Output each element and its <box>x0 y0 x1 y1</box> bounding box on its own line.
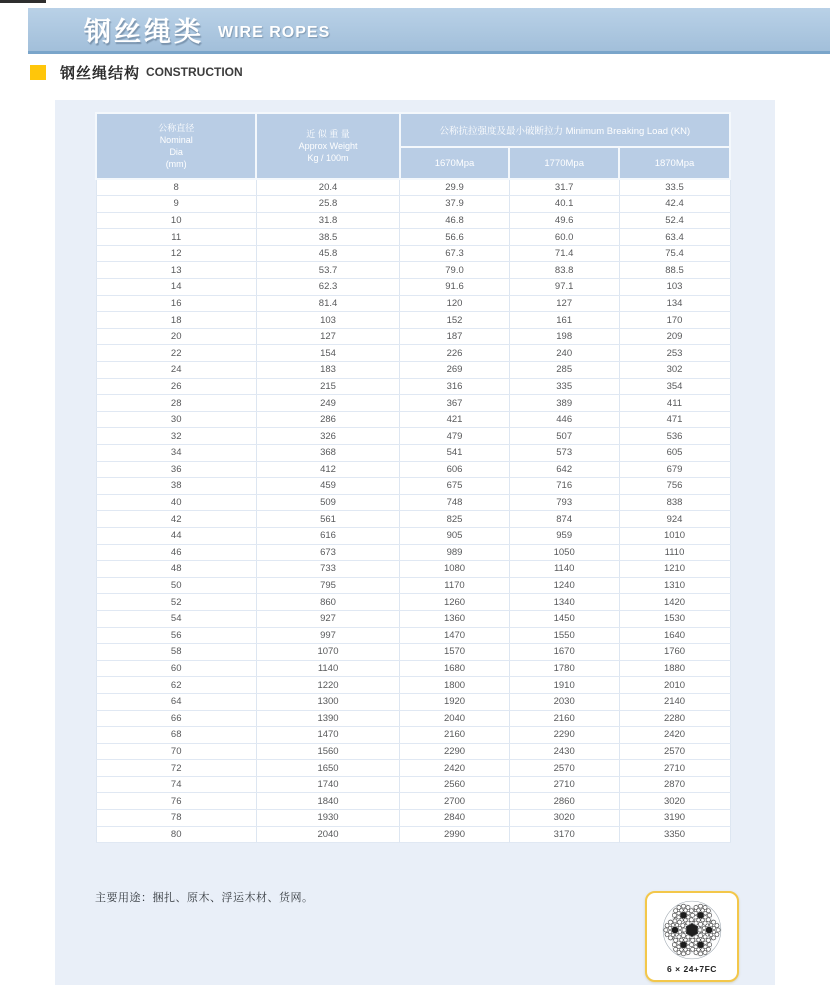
header-breaking-load: 公称抗拉强度及最小破断拉力 Minimum Breaking Load (KN) <box>400 113 730 147</box>
table-cell: 83.8 <box>509 262 619 279</box>
table-cell: 793 <box>509 494 619 511</box>
table-cell: 2040 <box>256 826 399 843</box>
table-row <box>96 179 730 196</box>
table-cell: 66 <box>96 710 256 727</box>
table-cell: 2290 <box>509 727 619 744</box>
table-row <box>96 279 730 296</box>
section-header <box>30 62 243 82</box>
table-cell: 389 <box>509 395 619 412</box>
table-cell: 838 <box>619 494 730 511</box>
table-row <box>96 511 730 528</box>
table-cell: 860 <box>256 594 399 611</box>
table-cell: 997 <box>256 627 399 644</box>
table-cell: 269 <box>400 362 510 379</box>
table-cell: 2700 <box>400 793 510 810</box>
table-cell: 40.1 <box>509 196 619 213</box>
table-cell: 52.4 <box>619 212 730 229</box>
table-cell: 170 <box>619 312 730 329</box>
table-cell: 354 <box>619 378 730 395</box>
table-cell: 28 <box>96 395 256 412</box>
table-cell: 2870 <box>619 776 730 793</box>
header-line: 公称直径 <box>158 123 195 133</box>
table-cell: 2040 <box>400 710 510 727</box>
table-cell: 795 <box>256 577 399 594</box>
table-cell: 68 <box>96 727 256 744</box>
usage-note: 主要用途：捆扎、原木、浮运木材、货网。 <box>95 892 314 904</box>
table-row <box>96 428 730 445</box>
table-cell: 12 <box>96 245 256 262</box>
table-cell: 286 <box>256 411 399 428</box>
table-cell: 249 <box>256 395 399 412</box>
table-row <box>96 378 730 395</box>
table-cell: 152 <box>400 312 510 329</box>
table-cell: 183 <box>256 362 399 379</box>
table-row <box>96 743 730 760</box>
table-cell: 285 <box>509 362 619 379</box>
table-cell: 335 <box>509 378 619 395</box>
table-cell: 9 <box>96 196 256 213</box>
table-cell: 209 <box>619 328 730 345</box>
header-line: (mm) <box>165 159 187 169</box>
table-cell: 2710 <box>509 776 619 793</box>
header-nominal-dia <box>96 113 256 179</box>
table-cell: 2840 <box>400 810 510 827</box>
table-cell: 2140 <box>619 693 730 710</box>
table-row <box>96 527 730 544</box>
table-cell: 459 <box>256 478 399 495</box>
table-cell: 34 <box>96 445 256 462</box>
table-cell: 1640 <box>619 627 730 644</box>
table-cell: 1070 <box>256 644 399 661</box>
table-cell: 72 <box>96 760 256 777</box>
table-cell: 874 <box>509 511 619 528</box>
section-title-en: CONSTRUCTION <box>146 65 243 79</box>
table-row <box>96 196 730 213</box>
table-cell: 536 <box>619 428 730 445</box>
table-cell: 187 <box>400 328 510 345</box>
table-cell: 53.7 <box>256 262 399 279</box>
table-cell: 63.4 <box>619 229 730 246</box>
table-row <box>96 395 730 412</box>
table-cell: 240 <box>509 345 619 362</box>
table-cell: 3020 <box>509 810 619 827</box>
table-cell: 1920 <box>400 693 510 710</box>
table-cell: 2990 <box>400 826 510 843</box>
banner-title-zh: 钢丝绳类 <box>84 17 204 47</box>
table-cell: 675 <box>400 478 510 495</box>
table-cell: 75.4 <box>619 245 730 262</box>
table-cell: 2710 <box>619 760 730 777</box>
header-grade-1670: 1670Mpa <box>400 147 510 179</box>
table-cell: 1310 <box>619 577 730 594</box>
table-cell: 16 <box>96 295 256 312</box>
table-cell: 31.7 <box>509 179 619 196</box>
table-cell: 1080 <box>400 561 510 578</box>
table-row <box>96 445 730 462</box>
table-cell: 56.6 <box>400 229 510 246</box>
table-cell: 44 <box>96 527 256 544</box>
table-cell: 642 <box>509 461 619 478</box>
table-cell: 103 <box>619 279 730 296</box>
table-cell: 62.3 <box>256 279 399 296</box>
table-cell: 33.5 <box>619 179 730 196</box>
table-cell: 2160 <box>400 727 510 744</box>
table-cell: 103 <box>256 312 399 329</box>
rope-construction-label: 6 × 24+7FC <box>667 964 717 974</box>
table-cell: 1470 <box>400 627 510 644</box>
table-cell: 37.9 <box>400 196 510 213</box>
table-cell: 74 <box>96 776 256 793</box>
table-cell: 70 <box>96 743 256 760</box>
table-cell: 316 <box>400 378 510 395</box>
table-cell: 1680 <box>400 660 510 677</box>
header-line: Approx Weight <box>298 141 358 151</box>
table-cell: 605 <box>619 445 730 462</box>
table-cell: 26 <box>96 378 256 395</box>
table-cell: 2030 <box>509 693 619 710</box>
table-cell: 507 <box>509 428 619 445</box>
table-cell: 58 <box>96 644 256 661</box>
rope-cross-section-box <box>645 891 739 982</box>
table-cell: 30 <box>96 411 256 428</box>
header-grade-1770: 1770Mpa <box>509 147 619 179</box>
spec-table-header <box>96 113 730 179</box>
table-cell: 2420 <box>400 760 510 777</box>
table-cell: 20 <box>96 328 256 345</box>
table-cell: 2860 <box>509 793 619 810</box>
table-cell: 79.0 <box>400 262 510 279</box>
table-cell: 20.4 <box>256 179 399 196</box>
header-line: Nominal <box>159 135 193 145</box>
table-row <box>96 229 730 246</box>
table-cell: 927 <box>256 610 399 627</box>
table-cell: 1840 <box>256 793 399 810</box>
table-row <box>96 262 730 279</box>
section-title-zh: 钢丝绳结构 <box>60 64 141 82</box>
table-cell: 479 <box>400 428 510 445</box>
table-cell: 80 <box>96 826 256 843</box>
table-cell: 1560 <box>256 743 399 760</box>
table-row <box>96 461 730 478</box>
table-cell: 905 <box>400 527 510 544</box>
table-cell: 76 <box>96 793 256 810</box>
table-cell: 22 <box>96 345 256 362</box>
table-cell: 616 <box>256 527 399 544</box>
table-cell: 1420 <box>619 594 730 611</box>
table-cell: 959 <box>509 527 619 544</box>
table-cell: 31.8 <box>256 212 399 229</box>
table-row <box>96 312 730 329</box>
table-cell: 2420 <box>619 727 730 744</box>
table-cell: 2290 <box>400 743 510 760</box>
table-cell: 8 <box>96 179 256 196</box>
table-cell: 825 <box>400 511 510 528</box>
table-cell: 606 <box>400 461 510 478</box>
table-cell: 989 <box>400 544 510 561</box>
table-cell: 81.4 <box>256 295 399 312</box>
table-row <box>96 776 730 793</box>
table-cell: 45.8 <box>256 245 399 262</box>
table-cell: 71.4 <box>509 245 619 262</box>
table-cell: 1170 <box>400 577 510 594</box>
table-row <box>96 727 730 744</box>
table-row <box>96 328 730 345</box>
table-cell: 62 <box>96 677 256 694</box>
table-cell: 368 <box>256 445 399 462</box>
table-cell: 13 <box>96 262 256 279</box>
header-grade-1870: 1870Mpa <box>619 147 730 179</box>
table-cell: 14 <box>96 279 256 296</box>
table-cell: 226 <box>400 345 510 362</box>
table-cell: 1880 <box>619 660 730 677</box>
table-cell: 1530 <box>619 610 730 627</box>
table-cell: 1470 <box>256 727 399 744</box>
table-cell: 38.5 <box>256 229 399 246</box>
table-cell: 25.8 <box>256 196 399 213</box>
table-cell: 367 <box>400 395 510 412</box>
table-cell: 40 <box>96 494 256 511</box>
table-cell: 924 <box>619 511 730 528</box>
table-cell: 1360 <box>400 610 510 627</box>
table-cell: 48 <box>96 561 256 578</box>
table-cell: 3190 <box>619 810 730 827</box>
table-cell: 2280 <box>619 710 730 727</box>
table-cell: 2570 <box>619 743 730 760</box>
table-row <box>96 345 730 362</box>
table-cell: 748 <box>400 494 510 511</box>
table-cell: 60 <box>96 660 256 677</box>
table-cell: 10 <box>96 212 256 229</box>
table-cell: 161 <box>509 312 619 329</box>
table-cell: 1800 <box>400 677 510 694</box>
content-panel <box>55 100 775 985</box>
table-cell: 56 <box>96 627 256 644</box>
table-row <box>96 610 730 627</box>
table-cell: 1670 <box>509 644 619 661</box>
table-cell: 2570 <box>509 760 619 777</box>
header-approx-weight <box>256 113 399 179</box>
table-row <box>96 760 730 777</box>
table-cell: 733 <box>256 561 399 578</box>
table-cell: 42.4 <box>619 196 730 213</box>
banner-title-en: WIRE ROPES <box>218 23 331 41</box>
table-cell: 97.1 <box>509 279 619 296</box>
table-cell: 50 <box>96 577 256 594</box>
table-cell: 154 <box>256 345 399 362</box>
spec-table-body <box>96 179 730 843</box>
table-row <box>96 494 730 511</box>
table-cell: 756 <box>619 478 730 495</box>
table-cell: 198 <box>509 328 619 345</box>
header-line: Kg / 100m <box>307 153 349 163</box>
table-row <box>96 660 730 677</box>
table-row <box>96 826 730 843</box>
table-cell: 1210 <box>619 561 730 578</box>
table-row <box>96 577 730 594</box>
table-cell: 302 <box>619 362 730 379</box>
table-cell: 412 <box>256 461 399 478</box>
table-cell: 1780 <box>509 660 619 677</box>
table-cell: 2430 <box>509 743 619 760</box>
table-cell: 38 <box>96 478 256 495</box>
table-row <box>96 561 730 578</box>
table-cell: 253 <box>619 345 730 362</box>
table-cell: 11 <box>96 229 256 246</box>
table-row <box>96 627 730 644</box>
table-cell: 88.5 <box>619 262 730 279</box>
table-cell: 326 <box>256 428 399 445</box>
table-cell: 134 <box>619 295 730 312</box>
header-line: 近 似 重 量 <box>306 129 350 139</box>
table-cell: 573 <box>509 445 619 462</box>
table-cell: 54 <box>96 610 256 627</box>
table-cell: 1550 <box>509 627 619 644</box>
table-cell: 46 <box>96 544 256 561</box>
table-cell: 1140 <box>509 561 619 578</box>
table-cell: 67.3 <box>400 245 510 262</box>
table-cell: 716 <box>509 478 619 495</box>
table-cell: 446 <box>509 411 619 428</box>
table-cell: 1450 <box>509 610 619 627</box>
table-cell: 127 <box>256 328 399 345</box>
table-cell: 1050 <box>509 544 619 561</box>
table-cell: 1930 <box>256 810 399 827</box>
table-cell: 78 <box>96 810 256 827</box>
table-row <box>96 478 730 495</box>
table-cell: 471 <box>619 411 730 428</box>
table-row <box>96 793 730 810</box>
table-row <box>96 677 730 694</box>
table-cell: 1340 <box>509 594 619 611</box>
table-cell: 411 <box>619 395 730 412</box>
table-row <box>96 644 730 661</box>
table-row <box>96 810 730 827</box>
table-cell: 127 <box>509 295 619 312</box>
spec-table <box>95 112 731 843</box>
table-cell: 541 <box>400 445 510 462</box>
table-row <box>96 245 730 262</box>
table-cell: 679 <box>619 461 730 478</box>
table-cell: 1260 <box>400 594 510 611</box>
table-row <box>96 212 730 229</box>
table-cell: 1010 <box>619 527 730 544</box>
table-cell: 1110 <box>619 544 730 561</box>
table-cell: 49.6 <box>509 212 619 229</box>
header-line: Dia <box>169 147 183 157</box>
table-cell: 673 <box>256 544 399 561</box>
table-cell: 32 <box>96 428 256 445</box>
table-cell: 421 <box>400 411 510 428</box>
table-cell: 1740 <box>256 776 399 793</box>
table-cell: 509 <box>256 494 399 511</box>
table-cell: 52 <box>96 594 256 611</box>
table-cell: 1570 <box>400 644 510 661</box>
table-row <box>96 693 730 710</box>
table-row <box>96 710 730 727</box>
table-cell: 60.0 <box>509 229 619 246</box>
table-cell: 1240 <box>509 577 619 594</box>
table-cell: 1650 <box>256 760 399 777</box>
table-row <box>96 362 730 379</box>
table-cell: 1760 <box>619 644 730 661</box>
yellow-bullet-square-icon <box>30 65 46 80</box>
table-cell: 1300 <box>256 693 399 710</box>
table-cell: 3170 <box>509 826 619 843</box>
table-cell: 64 <box>96 693 256 710</box>
table-row <box>96 295 730 312</box>
table-cell: 18 <box>96 312 256 329</box>
table-cell: 561 <box>256 511 399 528</box>
table-cell: 46.8 <box>400 212 510 229</box>
page-banner <box>28 8 830 54</box>
table-cell: 36 <box>96 461 256 478</box>
table-cell: 2560 <box>400 776 510 793</box>
table-cell: 215 <box>256 378 399 395</box>
table-cell: 2010 <box>619 677 730 694</box>
table-row <box>96 544 730 561</box>
table-cell: 2160 <box>509 710 619 727</box>
table-cell: 29.9 <box>400 179 510 196</box>
table-cell: 24 <box>96 362 256 379</box>
table-cell: 91.6 <box>400 279 510 296</box>
table-cell: 3020 <box>619 793 730 810</box>
table-cell: 1390 <box>256 710 399 727</box>
table-cell: 1910 <box>509 677 619 694</box>
table-row <box>96 411 730 428</box>
table-row <box>96 594 730 611</box>
table-cell: 120 <box>400 295 510 312</box>
scan-artifact <box>0 0 46 3</box>
table-cell: 1220 <box>256 677 399 694</box>
table-cell: 3350 <box>619 826 730 843</box>
table-cell: 1140 <box>256 660 399 677</box>
table-cell: 42 <box>96 511 256 528</box>
rope-cross-section-icon <box>656 897 728 963</box>
